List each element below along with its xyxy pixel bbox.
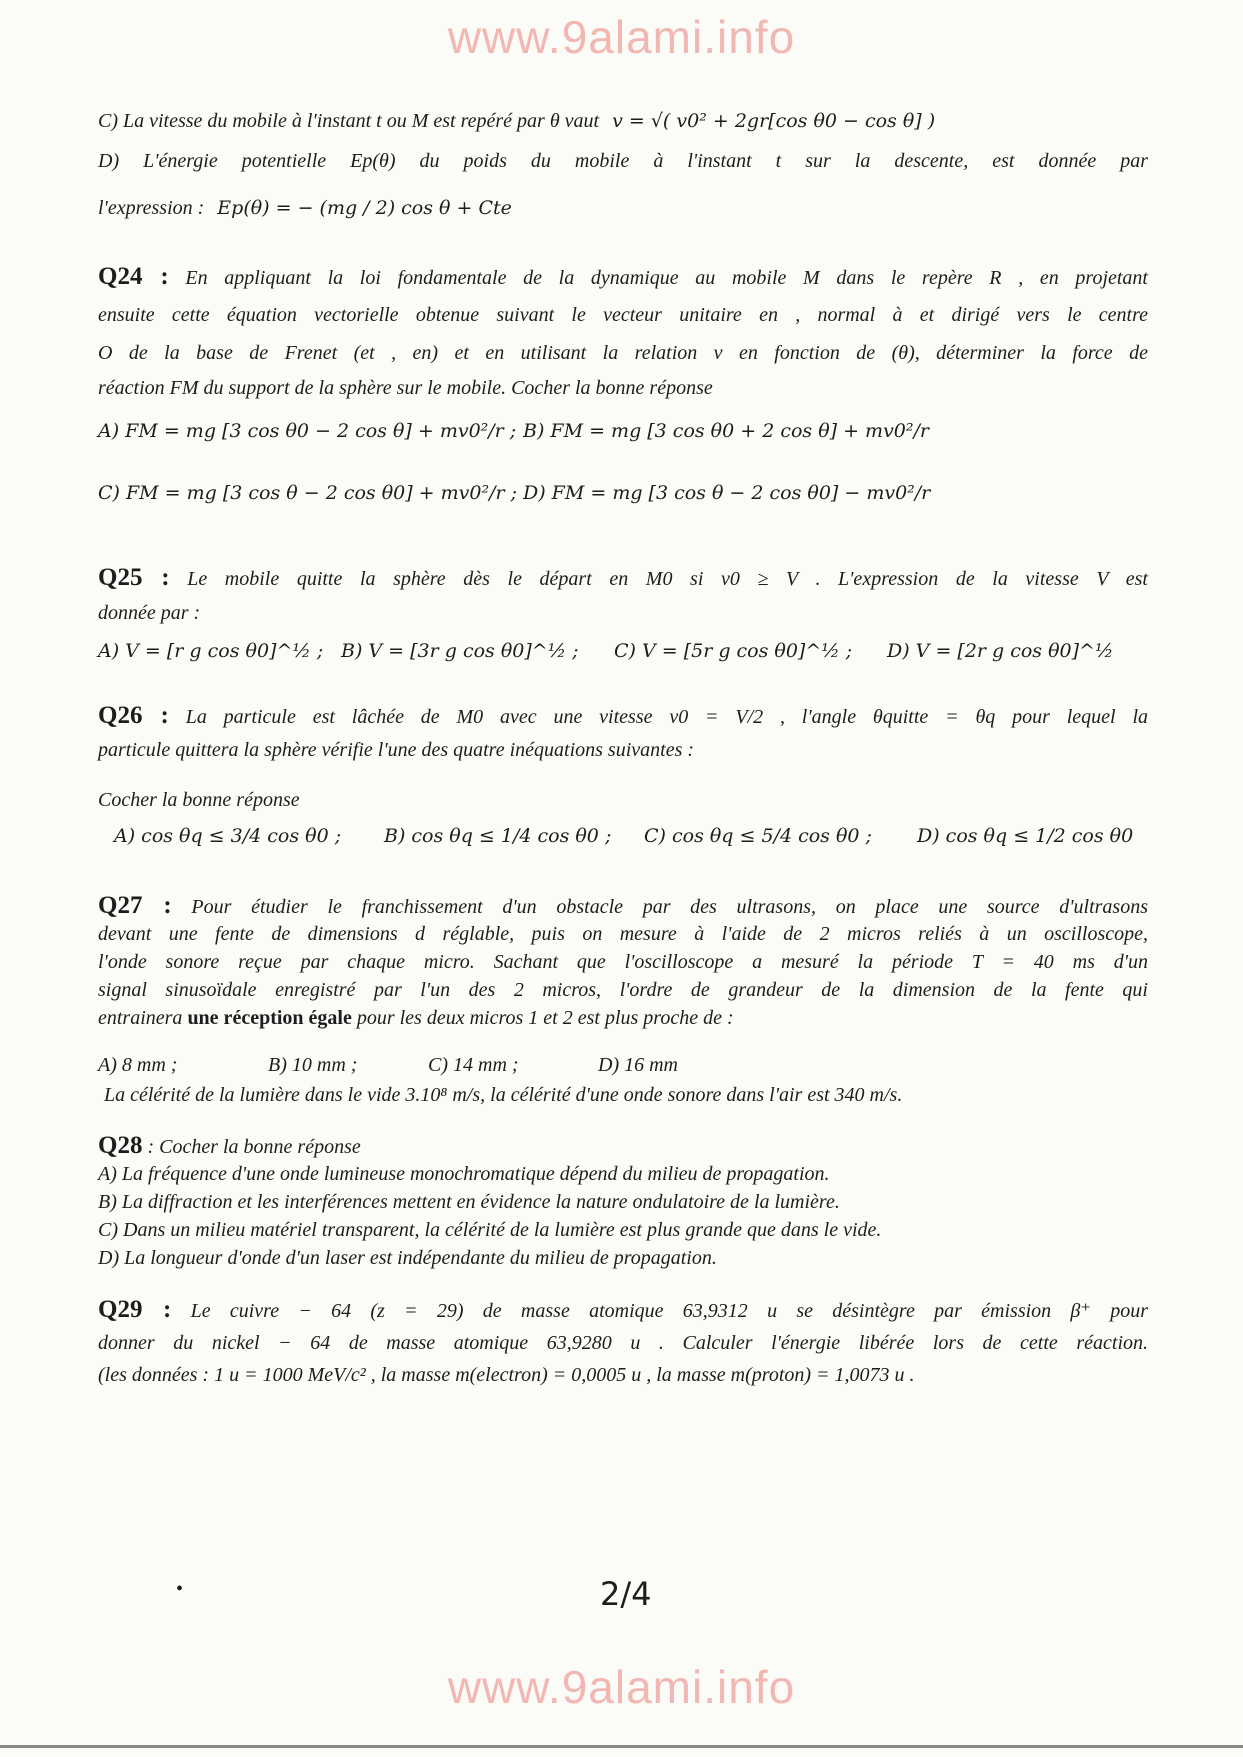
q26-line-2: particule quittera la sphère vérifie l'une des quatre inéquations suivantes : <box>98 739 695 761</box>
q23-option-c <box>98 108 1148 134</box>
q25-number: Q25 : <box>98 564 170 591</box>
q27-text-1: Pour étudier le franchissement d'un obstacle par des ultrasons, on place une source d'ultrasons <box>191 896 1148 918</box>
q28-number: Q28 <box>98 1132 143 1159</box>
q28-option-b: B) La diffraction et les interférences mettent en évidence la nature ondulatoire de la lumière. <box>98 1191 840 1213</box>
q28-option-c: C) Dans un milieu matériel transparent, la célérité de la lumière est plus grande que dans le vide. <box>98 1219 882 1241</box>
watermark-bottom: www.9alami.info <box>447 1661 796 1713</box>
q23-expression-label: l'expression : <box>98 197 205 219</box>
q27-text-5c: pour les deux micros 1 et 2 est plus proche de : <box>351 1007 734 1029</box>
q24-option-c: C) FM = mg [3 cos θ − 2 cos θ0] + mv0²/r ; <box>98 482 518 504</box>
q28-prompt: : Cocher la bonne réponse <box>147 1136 361 1158</box>
q23-option-c-formula: v = √( v0² + 2gr[cos θ0 − cos θ] ) <box>612 110 936 132</box>
q27-option-a: A) 8 mm ; <box>98 1054 178 1076</box>
q25-option-a: A) V = [r g cos θ0]^½ ; <box>98 640 324 662</box>
q29-line-1 <box>98 1297 1148 1324</box>
q27-options <box>98 1054 1148 1077</box>
q23-option-d-expression <box>98 195 1148 221</box>
q26-text-1: La particule est lâchée de M0 avec une vitesse v0 = V/2 , l'angle θquitte = θq pour lequel la <box>185 706 1148 728</box>
q28-header <box>98 1133 1148 1160</box>
q25-option-c: C) V = [5r g cos θ0]^½ ; <box>614 640 853 662</box>
q27-line-3: l'onde sonore reçue par chaque micro. Sachant que l'oscilloscope a mesuré la période T = 40 ms d'un <box>98 951 1148 973</box>
q27-option-b: B) 10 mm ; <box>268 1054 358 1076</box>
q24-line-1 <box>98 264 1148 291</box>
q23-option-d: D) L'énergie potentielle Ep(θ) du poids du mobile à l'instant t sur la descente, est donnée par <box>98 150 1148 172</box>
q26-number: Q26 : <box>98 702 169 729</box>
q24-option-a: A) FM = mg [3 cos θ0 − 2 cos θ] + mv0²/r ; <box>98 420 517 442</box>
q25-option-b: B) V = [3r g cos θ0]^½ ; <box>341 640 579 662</box>
q24-line-3: O de la base de Frenet (et , en) et en utilisant la relation v en fonction de (θ), déterminer la force de <box>98 342 1148 364</box>
q24-text-1: En appliquant la loi fondamentale de la dynamique au mobile M dans le repère R , en projetant <box>185 267 1148 289</box>
q24-options-row-1 <box>98 420 1148 443</box>
q24-line-2: ensuite cette équation vectorielle obtenue suivant le vecteur unitaire en , normal à et dirigé vers le centre <box>98 304 1148 326</box>
q27-option-c: C) 14 mm ; <box>428 1054 519 1076</box>
stray-mark: • <box>176 1578 184 1600</box>
q26-option-c: C) cos θq ≤ 5/4 cos θ0 ; <box>644 825 872 847</box>
q28-option-a: A) La fréquence d'une onde lumineuse monochromatique dépend du milieu de propagation. <box>98 1163 830 1185</box>
q27-line-1 <box>98 893 1148 920</box>
q29-line-2: donner du nickel − 64 de masse atomique 63,9280 u . Calculer l'énergie libérée lors de cette réaction. <box>98 1332 1148 1354</box>
q24-option-d: D) FM = mg [3 cos θ − 2 cos θ0] − mv0²/r <box>523 482 931 504</box>
q24-options-row-2 <box>98 482 1148 505</box>
q29-line-3: (les données : 1 u = 1000 MeV/c² , la masse m(electron) = 0,0005 u , la masse m(proton) = 1,0073 u . <box>98 1364 915 1386</box>
q26-options <box>98 825 1148 848</box>
watermark-top: www.9alami.info <box>447 11 796 63</box>
q27-text-5a: entrainera <box>98 1007 188 1029</box>
q25-option-d: D) V = [2r g cos θ0]^½ <box>887 640 1114 662</box>
q24-option-b: B) FM = mg [3 cos θ0 + 2 cos θ] + mv0²/r <box>523 420 929 442</box>
q27-note: La célérité de la lumière dans le vide 3.10⁸ m/s, la célérité d'une onde sonore dans l'air est 340 m/s. <box>104 1084 903 1106</box>
q25-line-1 <box>98 565 1148 592</box>
page-bottom-edge <box>0 1745 1243 1748</box>
q26-prompt: Cocher la bonne réponse <box>98 789 300 811</box>
q26-line-1 <box>98 703 1148 730</box>
q23-option-c-text: C) La vitesse du mobile à l'instant t ou M est repéré par θ vaut <box>98 110 600 132</box>
q29-number: Q29 : <box>98 1296 172 1323</box>
q27-option-d: D) 16 mm <box>598 1054 678 1076</box>
q26-option-a: A) cos θq ≤ 3/4 cos θ0 ; <box>114 825 342 847</box>
q24-number: Q24 : <box>98 263 169 290</box>
q25-text-1: Le mobile quitte la sphère dès le départ en M0 si v0 ≥ V . L'expression de la vitesse V est <box>187 568 1148 590</box>
q26-option-b: B) cos θq ≤ 1/4 cos θ0 ; <box>384 825 612 847</box>
q27-highlight: une réception égale <box>187 1007 352 1029</box>
q27-line-5 <box>98 1005 1148 1031</box>
q27-line-4: signal sinusoïdale enregistré par l'un des 2 micros, l'ordre de grandeur de la dimension de la fente qui <box>98 979 1148 1001</box>
q23-expression-formula: Ep(θ) = − (mg / 2) cos θ + Cte <box>217 197 512 219</box>
q27-line-2: devant une fente de dimensions d réglable, puis on mesure à l'aide de 2 micros reliés à un oscilloscope, <box>98 923 1148 945</box>
page-number: 2/4 <box>600 1575 652 1613</box>
q25-options <box>98 640 1148 663</box>
q29-text-1: Le cuivre − 64 (z = 29) de masse atomique 63,9312 u se désintègre par émission β⁺ pour <box>190 1300 1148 1322</box>
q24-line-4: réaction FM du support de la sphère sur le mobile. Cocher la bonne réponse <box>98 377 713 399</box>
q25-line-2: donnée par : <box>98 602 201 624</box>
q27-number: Q27 : <box>98 892 172 919</box>
q26-option-d: D) cos θq ≤ 1/2 cos θ0 <box>917 825 1134 847</box>
q28-option-d: D) La longueur d'onde d'un laser est indépendante du milieu de propagation. <box>98 1247 717 1269</box>
